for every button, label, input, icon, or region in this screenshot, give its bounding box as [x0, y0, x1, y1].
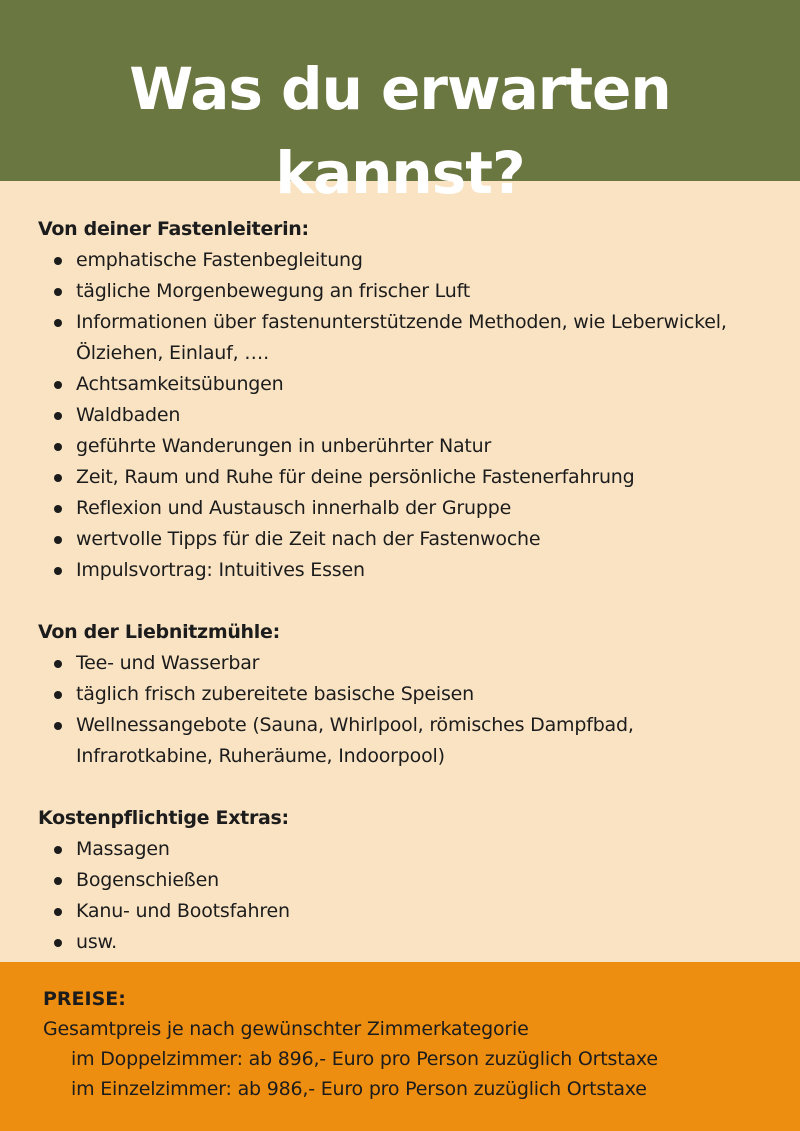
bullet-icon [54, 443, 62, 451]
list-item: Informationen über fastenunterstützende Methoden, wie Leberwickel, Ölziehen, Einlauf, …. [38, 307, 768, 369]
list-item: Zeit, Raum und Ruhe für deine persönliche Fastenerfahrung [38, 462, 768, 493]
bullet-icon [54, 877, 62, 885]
bullet-icon [54, 257, 62, 265]
bullet-icon [54, 412, 62, 420]
section-heading: Von deiner Fastenleiterin: [38, 218, 309, 240]
list-item: täglich frisch zubereitete basische Speisen [38, 679, 768, 710]
prices-heading: PREISE: [43, 988, 126, 1010]
bullet-icon [54, 288, 62, 296]
bullet-icon [54, 381, 62, 389]
list-item: tägliche Morgenbewegung an frischer Luft [38, 276, 768, 307]
bullet-icon [54, 567, 62, 575]
list-item: Kanu- und Bootsfahren [38, 896, 768, 927]
bullet-icon [54, 722, 62, 730]
item-list [38, 245, 768, 586]
price-single-room: im Einzelzimmer: ab 986,- Euro pro Person zuzüglich Ortstaxe [71, 1078, 647, 1100]
prices-box [0, 962, 800, 1131]
list-item: geführte Wanderungen in unberührter Natur [38, 431, 768, 462]
prices-content [43, 984, 783, 1104]
header-banner [0, 0, 800, 207]
bullet-icon [54, 660, 62, 668]
bullet-icon [54, 505, 62, 513]
list-item: emphatische Fastenbegleitung [38, 245, 768, 276]
section-liebnitzmuehle [38, 617, 768, 772]
bullet-icon [54, 474, 62, 482]
list-item: Impulsvortrag: Intuitives Essen [38, 555, 768, 586]
bullet-icon [54, 536, 62, 544]
bullet-icon [54, 319, 62, 327]
main-content [38, 214, 768, 989]
section-extras [38, 803, 768, 958]
list-item: Achtsamkeitsübungen [38, 369, 768, 400]
list-item: Reflexion und Austausch innerhalb der Gruppe [38, 493, 768, 524]
page-title: Was du erwarten kannst? [129, 55, 671, 207]
list-item: Waldbaden [38, 400, 768, 431]
list-item: usw. [38, 927, 768, 958]
bullet-icon [54, 846, 62, 854]
list-item: Tee- und Wasserbar [38, 648, 768, 679]
prices-intro: Gesamtpreis je nach gewünschter Zimmerkategorie [43, 1018, 529, 1040]
item-list [38, 834, 768, 958]
bullet-icon [54, 939, 62, 947]
section-heading: Von der Liebnitzmühle: [38, 621, 280, 643]
section-fastenleiterin [38, 214, 768, 586]
item-list [38, 648, 768, 772]
price-double-room: im Doppelzimmer: ab 896,- Euro pro Person zuzüglich Ortstaxe [71, 1048, 658, 1070]
list-item: Bogenschießen [38, 865, 768, 896]
bullet-icon [54, 908, 62, 916]
bullet-icon [54, 691, 62, 699]
list-item: Massagen [38, 834, 768, 865]
list-item: Wellnessangebote (Sauna, Whirlpool, römisches Dampfbad, Infrarotkabine, Ruheräume, Indoorpool) [38, 710, 768, 772]
section-heading: Kostenpflichtige Extras: [38, 807, 289, 829]
list-item: wertvolle Tipps für die Zeit nach der Fastenwoche [38, 524, 768, 555]
